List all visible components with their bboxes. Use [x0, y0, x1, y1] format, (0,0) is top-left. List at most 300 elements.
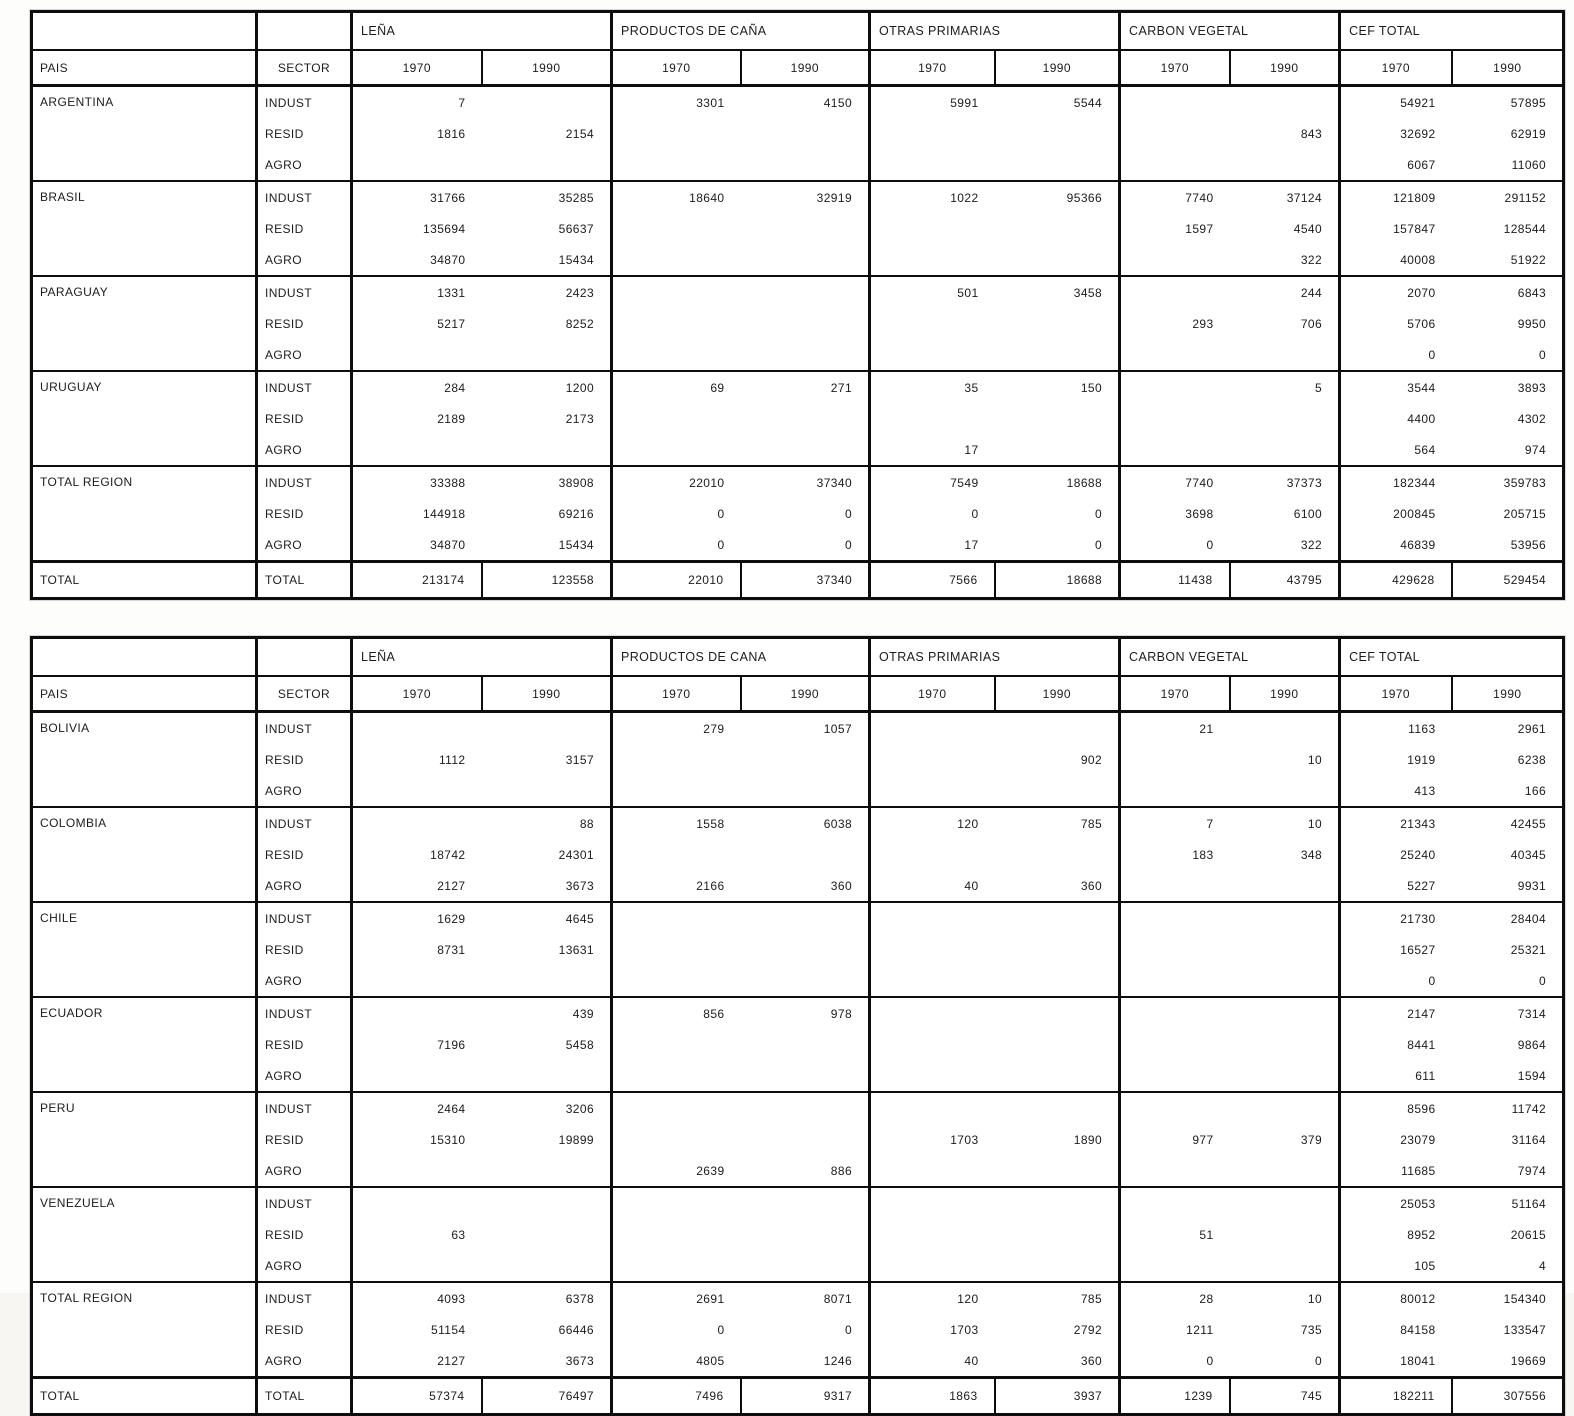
- value-cell: [612, 149, 741, 181]
- value-cell: 0: [741, 1314, 870, 1345]
- sector-label: RESID: [257, 213, 352, 244]
- value-cell: 38908: [482, 466, 612, 498]
- value-cell: [995, 775, 1120, 807]
- table-row: [32, 149, 1564, 181]
- value-cell: 25240: [1400, 847, 1436, 862]
- year-header: 1970: [1120, 50, 1230, 86]
- value-cell: 35285: [482, 181, 612, 213]
- value-cell: 1890: [995, 1124, 1120, 1155]
- value-cell: 360: [995, 870, 1120, 902]
- total-pais-label: TOTAL: [32, 562, 257, 599]
- value-cell: 105: [1414, 1258, 1436, 1273]
- sector-label: AGRO: [257, 965, 352, 997]
- value-cell: 182344: [1340, 466, 1452, 498]
- total-value-cell: 22010: [612, 562, 741, 599]
- value-cell: 28404: [1452, 902, 1564, 934]
- value-cell: 1200: [482, 371, 612, 403]
- value-cell: [870, 339, 995, 371]
- table-row: [32, 276, 1564, 308]
- value-cell: [870, 308, 995, 339]
- value-cell: 21: [1120, 712, 1230, 745]
- value-cell: 3673: [482, 1345, 612, 1378]
- total-value-cell: 37340: [741, 562, 870, 599]
- table-row: [32, 213, 1564, 244]
- value-cell: 7: [352, 86, 482, 119]
- value-cell: 0: [717, 506, 725, 521]
- value-cell: 439: [482, 997, 612, 1029]
- sector-label: INDUST: [257, 1092, 352, 1124]
- value-cell: [482, 1250, 612, 1282]
- value-cell: 279: [612, 712, 741, 745]
- value-cell: 1703: [950, 1132, 979, 1147]
- value-cell: [870, 1219, 995, 1250]
- year-header: 1970: [612, 676, 741, 712]
- value-cell: 3544: [1340, 371, 1452, 403]
- value-cell: 2691: [612, 1282, 741, 1314]
- value-cell: 25053: [1340, 1187, 1452, 1219]
- value-cell: [741, 902, 870, 934]
- value-cell: [995, 1219, 1120, 1250]
- value-cell: 9950: [1517, 316, 1547, 331]
- energy-table-andean: [30, 636, 1565, 1416]
- value-cell: 16527: [1400, 942, 1436, 957]
- value-cell: 611: [1415, 1068, 1436, 1083]
- value-cell: [1120, 371, 1230, 403]
- value-cell: 3301: [612, 86, 741, 119]
- table-row: [32, 403, 1564, 434]
- total-value-cell: 43795: [1230, 562, 1340, 599]
- value-cell: 40: [964, 878, 979, 893]
- value-cell: [995, 434, 1120, 466]
- value-cell: [995, 308, 1120, 339]
- value-cell: [995, 339, 1120, 371]
- table-row: [32, 339, 1564, 371]
- value-cell: 1163: [1340, 712, 1452, 745]
- value-cell: 135694: [423, 221, 466, 236]
- value-cell: 291152: [1452, 181, 1564, 213]
- value-cell: 2154: [482, 118, 612, 149]
- total-sector-label: TOTAL: [257, 1378, 352, 1415]
- sector-label: AGRO: [257, 1250, 352, 1282]
- table-row: [32, 1124, 1564, 1155]
- sector-label: INDUST: [257, 997, 352, 1029]
- total-sector-label: TOTAL: [257, 562, 352, 599]
- value-cell: 53956: [1510, 537, 1547, 552]
- total-row: [32, 1378, 1564, 1415]
- value-cell: [1120, 775, 1230, 807]
- year-header: 1970: [612, 50, 741, 86]
- value-cell: [1120, 870, 1230, 902]
- value-cell: 13631: [482, 934, 612, 965]
- value-cell: [482, 1219, 612, 1250]
- country-label: VENEZUELA: [32, 1187, 257, 1282]
- value-cell: [1230, 149, 1340, 181]
- value-cell: 6238: [1517, 752, 1547, 767]
- value-cell: [995, 149, 1120, 181]
- value-cell: [741, 308, 870, 339]
- value-cell: 23079: [1400, 1132, 1436, 1147]
- value-cell: 284: [352, 371, 482, 403]
- value-cell: 205715: [1503, 506, 1547, 521]
- value-cell: 0: [995, 498, 1120, 529]
- table-row: [32, 181, 1564, 213]
- value-cell: 977: [1192, 1132, 1214, 1147]
- value-cell: 785: [995, 807, 1120, 839]
- year-header: 1990: [482, 676, 612, 712]
- value-cell: 5: [1230, 371, 1340, 403]
- year-header: 1990: [1230, 50, 1340, 86]
- total-value-cell: 3937: [995, 1378, 1120, 1415]
- year-header: 1990: [1230, 676, 1340, 712]
- value-cell: [741, 1029, 870, 1060]
- value-cell: 19899: [482, 1124, 612, 1155]
- table-row: [32, 434, 1564, 466]
- value-cell: 9864: [1517, 1037, 1547, 1052]
- year-header: 1970: [1340, 50, 1452, 86]
- value-cell: [1230, 1187, 1340, 1219]
- group-header: PRODUCTOS DE CAÑA: [612, 12, 870, 51]
- value-cell: [482, 1060, 612, 1092]
- value-cell: [995, 1250, 1120, 1282]
- value-cell: [870, 997, 995, 1029]
- sector-label: AGRO: [257, 244, 352, 276]
- value-cell: [741, 244, 870, 276]
- table-row: [32, 118, 1564, 149]
- value-cell: 293: [1192, 316, 1214, 331]
- value-cell: 2792: [995, 1314, 1120, 1345]
- total-value-cell: 7496: [612, 1378, 741, 1415]
- value-cell: 66446: [482, 1314, 612, 1345]
- table-row: [32, 1282, 1564, 1314]
- value-cell: [741, 403, 870, 434]
- value-cell: [741, 1060, 870, 1092]
- value-cell: 0: [717, 1322, 725, 1337]
- value-cell: 37340: [741, 466, 870, 498]
- country-label: TOTAL REGION: [32, 1282, 257, 1378]
- value-cell: 0: [1539, 347, 1547, 362]
- value-cell: [1230, 86, 1340, 119]
- table-row: [32, 1345, 1564, 1378]
- value-cell: 1057: [741, 712, 870, 745]
- pais-header: PAIS: [32, 676, 257, 712]
- group-header: OTRAS PRIMARIAS: [870, 638, 1120, 677]
- value-cell: 32692: [1400, 126, 1436, 141]
- value-cell: 17: [964, 537, 979, 552]
- value-cell: 2127: [437, 1353, 466, 1368]
- table-row: [32, 498, 1564, 529]
- sector-label: INDUST: [257, 371, 352, 403]
- total-value-cell: 182211: [1340, 1378, 1452, 1415]
- value-cell: 1919: [1407, 752, 1436, 767]
- value-cell: [870, 712, 995, 745]
- value-cell: [352, 339, 482, 371]
- value-cell: 15310: [430, 1132, 466, 1147]
- value-cell: 25321: [1510, 942, 1547, 957]
- value-cell: [612, 118, 741, 149]
- value-cell: [612, 244, 741, 276]
- value-cell: 5217: [437, 316, 466, 331]
- sector-label: AGRO: [257, 775, 352, 807]
- value-cell: [1120, 244, 1230, 276]
- value-cell: [612, 434, 741, 466]
- table-row: [32, 1250, 1564, 1282]
- value-cell: 3458: [995, 276, 1120, 308]
- table-row: [32, 1314, 1564, 1345]
- total-value-cell: 123558: [482, 562, 612, 599]
- value-cell: [995, 403, 1120, 434]
- value-cell: 1022: [870, 181, 995, 213]
- value-cell: [995, 1092, 1120, 1124]
- value-cell: 22010: [612, 466, 741, 498]
- value-cell: 5458: [482, 1029, 612, 1060]
- value-cell: 18640: [612, 181, 741, 213]
- value-cell: [1230, 965, 1340, 997]
- value-cell: [870, 1187, 995, 1219]
- value-cell: [352, 434, 482, 466]
- total-value-cell: 11438: [1120, 562, 1230, 599]
- total-value-cell: 1239: [1120, 1378, 1230, 1415]
- value-cell: 271: [741, 371, 870, 403]
- value-cell: 0: [741, 498, 870, 529]
- value-cell: [352, 997, 482, 1029]
- value-cell: 8252: [482, 308, 612, 339]
- value-cell: [1120, 902, 1230, 934]
- group-header: LEÑA: [352, 638, 612, 677]
- value-cell: 2189: [437, 411, 466, 426]
- group-header: OTRAS PRIMARIAS: [870, 12, 1120, 51]
- sector-label: RESID: [257, 1029, 352, 1060]
- year-header: 1990: [1452, 50, 1564, 86]
- group-header: CEF TOTAL: [1340, 638, 1564, 677]
- value-cell: 200845: [1393, 506, 1436, 521]
- value-cell: 21730: [1340, 902, 1452, 934]
- value-cell: [612, 308, 741, 339]
- value-cell: 69: [612, 371, 741, 403]
- value-cell: [870, 934, 995, 965]
- value-cell: [612, 1187, 741, 1219]
- value-cell: 33388: [352, 466, 482, 498]
- value-cell: 120: [870, 1282, 995, 1314]
- value-cell: [482, 1187, 612, 1219]
- value-cell: 128544: [1503, 221, 1547, 236]
- total-value-cell: 307556: [1452, 1378, 1564, 1415]
- value-cell: [1230, 434, 1340, 466]
- year-header: 1970: [352, 676, 482, 712]
- total-value-cell: 7566: [870, 562, 995, 599]
- value-cell: [612, 934, 741, 965]
- value-cell: 4400: [1407, 411, 1436, 426]
- value-cell: 24301: [482, 839, 612, 870]
- value-cell: [870, 118, 995, 149]
- value-cell: 18041: [1400, 1353, 1436, 1368]
- value-cell: 886: [741, 1155, 870, 1187]
- value-cell: 2147: [1340, 997, 1452, 1029]
- value-cell: [1230, 1155, 1340, 1187]
- value-cell: 2166: [696, 878, 725, 893]
- value-cell: 856: [612, 997, 741, 1029]
- value-cell: [1120, 1155, 1230, 1187]
- value-cell: [870, 1060, 995, 1092]
- value-cell: 56637: [482, 213, 612, 244]
- value-cell: 0: [1428, 973, 1436, 988]
- value-cell: [995, 1029, 1120, 1060]
- value-cell: [1230, 902, 1340, 934]
- table-row: [32, 466, 1564, 498]
- value-cell: 54921: [1340, 86, 1452, 119]
- value-cell: [1120, 965, 1230, 997]
- value-cell: 6100: [1230, 498, 1340, 529]
- sector-label: INDUST: [257, 1187, 352, 1219]
- value-cell: 144918: [423, 506, 466, 521]
- value-cell: 62919: [1510, 126, 1547, 141]
- table-row: [32, 839, 1564, 870]
- value-cell: 3893: [1452, 371, 1564, 403]
- country-label: PERU: [32, 1092, 257, 1187]
- country-label: BRASIL: [32, 181, 257, 276]
- value-cell: 7740: [1120, 466, 1230, 498]
- table-row: [32, 1187, 1564, 1219]
- value-cell: 5991: [870, 86, 995, 119]
- table-row: [32, 870, 1564, 902]
- year-header: 1970: [1120, 676, 1230, 712]
- value-cell: [1230, 775, 1340, 807]
- value-cell: 5544: [995, 86, 1120, 119]
- value-cell: 31766: [352, 181, 482, 213]
- value-cell: 11742: [1452, 1092, 1564, 1124]
- value-cell: [1230, 1029, 1340, 1060]
- sector-label: INDUST: [257, 1282, 352, 1314]
- country-label: URUGUAY: [32, 371, 257, 466]
- value-cell: 7974: [1517, 1163, 1547, 1178]
- value-cell: [352, 1187, 482, 1219]
- value-cell: 150: [995, 371, 1120, 403]
- value-cell: 15434: [482, 529, 612, 562]
- year-header: 1990: [995, 50, 1120, 86]
- value-cell: [1230, 1092, 1340, 1124]
- sector-label: AGRO: [257, 339, 352, 371]
- value-cell: 0: [1206, 1353, 1214, 1368]
- value-cell: 4540: [1230, 213, 1340, 244]
- pais-header: PAIS: [32, 50, 257, 86]
- value-cell: [612, 403, 741, 434]
- value-cell: [870, 244, 995, 276]
- value-cell: 706: [1230, 308, 1340, 339]
- value-cell: 7549: [870, 466, 995, 498]
- total-pais-label: TOTAL: [32, 1378, 257, 1415]
- value-cell: [870, 965, 995, 997]
- value-cell: 5227: [1407, 878, 1436, 893]
- value-cell: 32919: [741, 181, 870, 213]
- value-cell: 20615: [1510, 1227, 1547, 1242]
- table-row: [32, 1060, 1564, 1092]
- sector-header: SECTOR: [257, 50, 352, 86]
- value-cell: [352, 1060, 482, 1092]
- value-cell: 2173: [482, 403, 612, 434]
- value-cell: 564: [1414, 442, 1436, 457]
- value-cell: 31164: [1511, 1132, 1547, 1147]
- value-cell: [995, 839, 1120, 870]
- value-cell: [741, 965, 870, 997]
- group-header: LEÑA: [352, 12, 612, 51]
- country-label: ARGENTINA: [32, 86, 257, 182]
- value-cell: [995, 965, 1120, 997]
- sector-label: AGRO: [257, 1345, 352, 1378]
- value-cell: 0: [741, 529, 870, 562]
- value-cell: 974: [1524, 442, 1547, 457]
- value-cell: [1120, 403, 1230, 434]
- table-row: [32, 371, 1564, 403]
- value-cell: 4: [1539, 1258, 1547, 1273]
- value-cell: [995, 244, 1120, 276]
- value-cell: [352, 775, 482, 807]
- total-value-cell: 213174: [352, 562, 482, 599]
- sector-label: INDUST: [257, 181, 352, 213]
- table-row: [32, 965, 1564, 997]
- value-cell: 34870: [430, 537, 466, 552]
- year-header: 1970: [870, 676, 995, 712]
- value-cell: [741, 434, 870, 466]
- value-cell: [1120, 339, 1230, 371]
- total-value-cell: 429628: [1340, 562, 1452, 599]
- value-cell: 4302: [1517, 411, 1547, 426]
- value-cell: 120: [870, 807, 995, 839]
- group-header: CARBON VEGETAL: [1120, 12, 1340, 51]
- sector-label: RESID: [257, 1124, 352, 1155]
- value-cell: [482, 1155, 612, 1187]
- value-cell: 0: [1428, 347, 1436, 362]
- value-cell: [870, 149, 995, 181]
- value-cell: 15434: [482, 244, 612, 276]
- group-header: CARBON VEGETAL: [1120, 638, 1340, 677]
- sector-label: INDUST: [257, 86, 352, 119]
- value-cell: 40: [964, 1353, 979, 1368]
- value-cell: [995, 934, 1120, 965]
- value-cell: 11060: [1511, 157, 1547, 172]
- energy-table-south-cone: [30, 10, 1565, 600]
- value-cell: 1112: [438, 752, 466, 767]
- country-label: CHILE: [32, 902, 257, 997]
- value-cell: 183: [1192, 847, 1214, 862]
- value-cell: 6843: [1452, 276, 1564, 308]
- sector-label: RESID: [257, 498, 352, 529]
- value-cell: [612, 775, 741, 807]
- value-cell: [1120, 1092, 1230, 1124]
- sector-label: RESID: [257, 839, 352, 870]
- value-cell: 28: [1120, 1282, 1230, 1314]
- value-cell: [1120, 86, 1230, 119]
- year-header: 1990: [482, 50, 612, 86]
- value-cell: 0: [971, 506, 979, 521]
- country-label: TOTAL REGION: [32, 466, 257, 562]
- table-row: [32, 997, 1564, 1029]
- value-cell: [612, 213, 741, 244]
- value-cell: [612, 744, 741, 775]
- value-cell: [870, 1250, 995, 1282]
- value-cell: 8952: [1407, 1227, 1436, 1242]
- value-cell: 51: [1199, 1227, 1214, 1242]
- value-cell: [1120, 744, 1230, 775]
- value-cell: 63: [451, 1227, 466, 1242]
- value-cell: [741, 339, 870, 371]
- value-cell: [612, 1250, 741, 1282]
- value-cell: 8596: [1340, 1092, 1452, 1124]
- table-row: [32, 712, 1564, 745]
- value-cell: 0: [1230, 1345, 1340, 1378]
- value-cell: [1120, 149, 1230, 181]
- value-cell: 379: [1230, 1124, 1340, 1155]
- total-value-cell: 57374: [352, 1378, 482, 1415]
- sector-label: AGRO: [257, 1060, 352, 1092]
